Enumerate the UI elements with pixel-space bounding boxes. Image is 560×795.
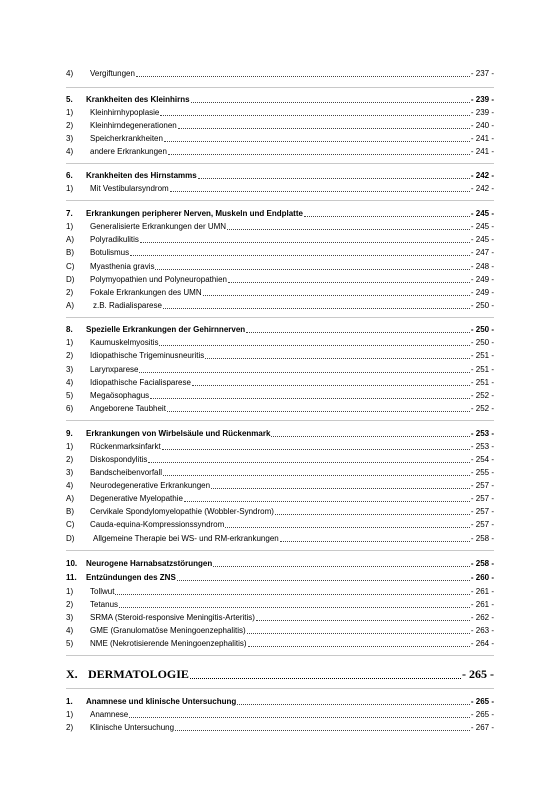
section-title: Anamnese und klinische Untersuchung bbox=[86, 697, 237, 706]
section-page: - 260 - bbox=[470, 573, 494, 582]
toc-section[interactable] bbox=[66, 208, 494, 219]
section-number: 8. bbox=[66, 325, 73, 334]
dot-leader bbox=[139, 364, 469, 373]
entry-title: Mit Vestibularsyndrom bbox=[90, 184, 169, 193]
entry-page: - 239 - bbox=[470, 108, 494, 117]
entry-number: 2) bbox=[66, 455, 74, 464]
entry-title: Klinische Untersuchung bbox=[90, 723, 175, 732]
entry-number: 6) bbox=[66, 404, 74, 413]
entry-title: NME (Nekrotisierende Meningoenzephalitis) bbox=[90, 639, 247, 648]
entry-title: Anamnese bbox=[90, 710, 129, 719]
entry-title: Neurodegenerative Erkrankungen bbox=[90, 481, 211, 490]
toc-entry[interactable] bbox=[66, 403, 494, 414]
section-number: 6. bbox=[66, 171, 73, 180]
entry-page: - 255 - bbox=[470, 468, 494, 477]
entry-title: Tollwut bbox=[90, 587, 115, 596]
entry-number: 2) bbox=[66, 121, 74, 130]
entry-title: Larynxparese bbox=[90, 365, 139, 374]
section-page: - 265 - bbox=[470, 697, 494, 706]
toc-entry[interactable] bbox=[66, 234, 494, 245]
dot-leader bbox=[164, 133, 470, 142]
divider bbox=[66, 87, 494, 88]
entry-title: Megaösophagus bbox=[90, 391, 150, 400]
entry-number: C) bbox=[66, 520, 75, 529]
toc-entry[interactable] bbox=[66, 586, 494, 597]
dot-leader bbox=[167, 403, 470, 412]
toc-entry[interactable] bbox=[66, 390, 494, 401]
dot-leader bbox=[162, 441, 470, 450]
dot-leader bbox=[211, 480, 470, 489]
dot-leader bbox=[140, 234, 470, 243]
entry-number: 1) bbox=[66, 338, 74, 347]
entry-number: 1) bbox=[66, 587, 74, 596]
divider bbox=[66, 688, 494, 689]
dot-leader bbox=[170, 183, 470, 192]
dot-leader bbox=[280, 533, 470, 542]
chapter-page: - 265 - bbox=[462, 667, 494, 681]
section-title: Spezielle Erkrankungen der Gehirnnerven bbox=[86, 325, 246, 334]
entry-number: 2) bbox=[66, 723, 74, 732]
toc-entry[interactable] bbox=[66, 274, 494, 285]
divider bbox=[66, 200, 494, 201]
entry-number: 1) bbox=[66, 108, 74, 117]
section-number: 7. bbox=[66, 209, 73, 218]
toc-entry[interactable] bbox=[66, 454, 494, 465]
section-number: 1. bbox=[66, 697, 73, 706]
entry-page: - 264 - bbox=[470, 639, 494, 648]
dot-leader bbox=[198, 170, 470, 179]
entry-page: - 245 - bbox=[470, 222, 494, 231]
section-page: - 245 - bbox=[470, 209, 494, 218]
section-number: 11. bbox=[66, 573, 77, 582]
dot-leader bbox=[160, 107, 469, 116]
entry-number: 4) bbox=[66, 69, 74, 78]
dot-leader bbox=[190, 668, 461, 679]
dot-leader bbox=[191, 94, 470, 103]
entry-title: Cauda-equina-Kompressionssyndrom bbox=[90, 520, 225, 529]
section-title: Erkrankungen peripherer Nerven, Muskeln und Endplatte bbox=[86, 209, 303, 218]
entry-number: 3) bbox=[66, 468, 74, 477]
dot-leader bbox=[150, 390, 470, 399]
toc-entry[interactable] bbox=[66, 261, 494, 272]
toc-entry[interactable] bbox=[66, 107, 494, 118]
toc-section[interactable] bbox=[66, 324, 494, 335]
entry-page: - 249 - bbox=[470, 288, 494, 297]
entry-page: - 247 - bbox=[470, 248, 494, 257]
entry-title: Fokale Erkrankungen des UMN bbox=[90, 288, 202, 297]
entry-title: Myasthenia gravis bbox=[90, 262, 155, 271]
entry-number: 3) bbox=[66, 365, 74, 374]
entry-title: Angeborene Taubheit bbox=[90, 404, 166, 413]
entry-number: 4) bbox=[66, 626, 74, 635]
entry-page: - 257 - bbox=[470, 507, 494, 516]
entry-number: 4) bbox=[66, 378, 74, 387]
dot-leader bbox=[136, 68, 470, 77]
toc-section[interactable] bbox=[66, 94, 494, 105]
entry-title: Bandscheibenvorfall bbox=[90, 468, 163, 477]
entry-page: - 257 - bbox=[470, 481, 494, 490]
entry-page: - 241 - bbox=[470, 134, 494, 143]
divider bbox=[66, 655, 494, 656]
entry-page: - 250 - bbox=[470, 338, 494, 347]
dot-leader bbox=[184, 493, 470, 502]
entry-title: Idiopathische Trigeminusneuritis bbox=[90, 351, 205, 360]
section-title: Erkrankungen von Wirbelsäule und Rückenmark bbox=[86, 429, 271, 438]
toc-entry[interactable] bbox=[66, 377, 494, 388]
dot-leader bbox=[247, 625, 470, 634]
toc-entry[interactable] bbox=[66, 337, 494, 348]
entry-number: 5) bbox=[66, 391, 74, 400]
entry-title: Kaumuskelmyositis bbox=[90, 338, 159, 347]
entry-title: Generalisierte Erkrankungen der UMN bbox=[90, 222, 227, 231]
dot-leader bbox=[192, 377, 470, 386]
entry-page: - 265 - bbox=[470, 710, 494, 719]
toc-entry[interactable] bbox=[66, 300, 494, 311]
dot-leader bbox=[271, 428, 469, 437]
entry-title: GME (Granulomatöse Meningoenzephalitis) bbox=[90, 626, 246, 635]
entry-number: 2) bbox=[66, 288, 74, 297]
dot-leader bbox=[228, 274, 470, 283]
toc-entry[interactable] bbox=[66, 506, 494, 517]
entry-number: 3) bbox=[66, 613, 74, 622]
dot-leader bbox=[115, 586, 469, 595]
section-title: Entzündungen des ZNS bbox=[86, 573, 176, 582]
entry-title: z.B. Radialisparese bbox=[93, 301, 162, 310]
dot-leader bbox=[205, 350, 470, 359]
toc-entry[interactable] bbox=[66, 68, 494, 79]
entry-number: 2) bbox=[66, 351, 74, 360]
entry-number: 1) bbox=[66, 710, 74, 719]
toc-entry[interactable] bbox=[66, 480, 494, 491]
toc-entry[interactable] bbox=[66, 133, 494, 144]
entry-page: - 241 - bbox=[470, 147, 494, 156]
chapter-number: X. bbox=[66, 667, 78, 681]
section-title: Neurogene Harnabsatzstörungen bbox=[86, 559, 213, 568]
toc-entry[interactable] bbox=[66, 247, 494, 258]
section-title: Krankheiten des Hirnstamms bbox=[86, 171, 197, 180]
entry-page: - 258 - bbox=[470, 534, 494, 543]
section-number: 9. bbox=[66, 429, 73, 438]
toc-entry[interactable] bbox=[66, 612, 494, 623]
dot-leader bbox=[237, 696, 470, 705]
entry-title: Polyradikulitis bbox=[90, 235, 139, 244]
entry-title: Rückenmarksinfarkt bbox=[90, 442, 161, 451]
entry-page: - 252 - bbox=[470, 391, 494, 400]
dot-leader bbox=[256, 612, 470, 621]
toc-entry[interactable] bbox=[66, 183, 494, 194]
dot-leader bbox=[225, 519, 470, 528]
section-page: - 253 - bbox=[470, 429, 494, 438]
entry-number: C) bbox=[66, 262, 75, 271]
dot-leader bbox=[213, 558, 470, 567]
entry-title: Vergiftungen bbox=[90, 69, 135, 78]
section-number: 10. bbox=[66, 559, 78, 568]
section-page: - 242 - bbox=[470, 171, 494, 180]
entry-page: - 261 - bbox=[470, 587, 494, 596]
entry-number: 3) bbox=[66, 134, 74, 143]
toc-entry[interactable] bbox=[66, 625, 494, 636]
section-title: Krankheiten des Kleinhirns bbox=[86, 95, 190, 104]
entry-title: Diskospondylitis bbox=[90, 455, 148, 464]
entry-page: - 254 - bbox=[470, 455, 494, 464]
entry-title: Polymyopathien und Polyneuropathien bbox=[90, 275, 227, 284]
dot-leader bbox=[175, 722, 470, 731]
entry-title: SRMA (Steroid-responsive Meningitis-Arteritis) bbox=[90, 613, 255, 622]
toc-entry[interactable] bbox=[66, 722, 494, 733]
dot-leader bbox=[163, 300, 470, 309]
chapter-title: DERMATOLOGIE bbox=[88, 667, 189, 681]
toc-entry[interactable] bbox=[66, 493, 494, 504]
entry-title: Speicherkrankheiten bbox=[90, 134, 163, 143]
entry-page: - 240 - bbox=[470, 121, 494, 130]
entry-page: - 267 - bbox=[470, 723, 494, 732]
entry-number: B) bbox=[66, 248, 74, 257]
toc-chapter[interactable] bbox=[66, 666, 494, 682]
toc-entry[interactable] bbox=[66, 467, 494, 478]
toc-entry[interactable] bbox=[66, 364, 494, 375]
entry-page: - 257 - bbox=[470, 520, 494, 529]
dot-leader bbox=[130, 247, 470, 256]
dot-leader bbox=[129, 709, 470, 718]
entry-number: 5) bbox=[66, 639, 74, 648]
section-page: - 258 - bbox=[470, 559, 494, 568]
divider bbox=[66, 420, 494, 421]
entry-number: 2) bbox=[66, 600, 74, 609]
dot-leader bbox=[168, 146, 470, 155]
toc-entry[interactable] bbox=[66, 287, 494, 298]
toc-entry[interactable] bbox=[66, 120, 494, 131]
entry-title: andere Erkrankungen bbox=[90, 147, 167, 156]
entry-number: D) bbox=[66, 534, 75, 543]
entry-title: Botulismus bbox=[90, 248, 130, 257]
entry-number: D) bbox=[66, 275, 75, 284]
dot-leader bbox=[155, 261, 469, 270]
entry-page: - 251 - bbox=[470, 351, 494, 360]
entry-page: - 252 - bbox=[470, 404, 494, 413]
entry-page: - 263 - bbox=[470, 626, 494, 635]
toc-entry[interactable] bbox=[66, 441, 494, 452]
dot-leader bbox=[304, 208, 470, 217]
toc-entry[interactable] bbox=[66, 146, 494, 157]
toc-section[interactable] bbox=[66, 558, 494, 569]
entry-title: Kleinhirnhypoplasie bbox=[90, 108, 160, 117]
section-number: 5. bbox=[66, 95, 73, 104]
section-page: - 239 - bbox=[470, 95, 494, 104]
entry-page: - 251 - bbox=[470, 365, 494, 374]
toc-entry[interactable] bbox=[66, 350, 494, 361]
dot-leader bbox=[148, 454, 470, 463]
entry-number: 4) bbox=[66, 147, 74, 156]
toc-section[interactable] bbox=[66, 428, 494, 439]
entry-title: Allgemeine Therapie bei WS- und RM-erkrankungen bbox=[93, 534, 279, 543]
entry-page: - 249 - bbox=[470, 275, 494, 284]
entry-page: - 251 - bbox=[470, 378, 494, 387]
dot-leader bbox=[227, 221, 470, 230]
entry-title: Tetanus bbox=[90, 600, 119, 609]
dot-leader bbox=[119, 599, 470, 608]
dot-leader bbox=[275, 506, 470, 515]
dot-leader bbox=[178, 120, 470, 129]
entry-number: B) bbox=[66, 507, 74, 516]
entry-title: Idiopathische Facialisparese bbox=[90, 378, 191, 387]
entry-page: - 253 - bbox=[470, 442, 494, 451]
entry-number: 4) bbox=[66, 481, 74, 490]
dot-leader bbox=[248, 638, 470, 647]
entry-number: A) bbox=[66, 235, 74, 244]
toc-entry[interactable] bbox=[66, 709, 494, 720]
entry-title: Kleinhirndegenerationen bbox=[90, 121, 177, 130]
entry-title: Degenerative Myelopathie bbox=[90, 494, 183, 503]
dot-leader bbox=[163, 467, 470, 476]
toc-entry[interactable] bbox=[66, 519, 494, 530]
entry-number: 1) bbox=[66, 184, 74, 193]
entry-page: - 261 - bbox=[470, 600, 494, 609]
toc-section[interactable] bbox=[66, 170, 494, 181]
dot-leader bbox=[246, 324, 470, 333]
toc-entry[interactable] bbox=[66, 221, 494, 232]
entry-page: - 248 - bbox=[470, 262, 494, 271]
entry-page: - 257 - bbox=[470, 494, 494, 503]
toc-entry[interactable] bbox=[66, 599, 494, 610]
divider bbox=[66, 317, 494, 318]
entry-page: - 245 - bbox=[470, 235, 494, 244]
divider bbox=[66, 550, 494, 551]
dot-leader bbox=[177, 572, 470, 581]
entry-page: - 262 - bbox=[470, 613, 494, 622]
toc-section[interactable] bbox=[66, 696, 494, 707]
entry-page: - 237 - bbox=[470, 69, 494, 78]
entry-page: - 242 - bbox=[470, 184, 494, 193]
entry-title: Cervikale Spondylomyelopathie (Wobbler-Syndrom) bbox=[90, 507, 274, 516]
section-page: - 250 - bbox=[470, 325, 494, 334]
entry-number: 1) bbox=[66, 442, 74, 451]
divider bbox=[66, 163, 494, 164]
toc-section[interactable] bbox=[66, 572, 494, 583]
dot-leader bbox=[203, 287, 470, 296]
toc-entry[interactable] bbox=[66, 533, 494, 544]
entry-page: - 250 - bbox=[470, 301, 494, 310]
entry-number: A) bbox=[66, 494, 74, 503]
entry-number: A) bbox=[66, 301, 74, 310]
dot-leader bbox=[159, 337, 469, 346]
entry-number: 1) bbox=[66, 222, 74, 231]
toc-entry[interactable] bbox=[66, 638, 494, 649]
